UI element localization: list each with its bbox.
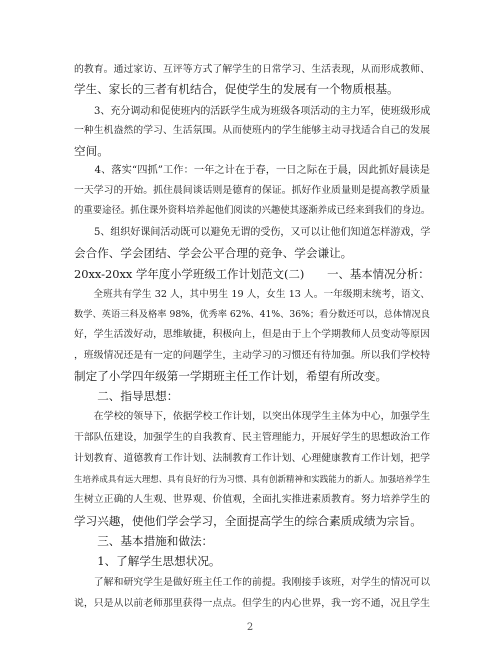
body-line: 3、充分调动和促使班内的活跃学生成为班级各项活动的主力军，使班级形成 (74, 106, 430, 117)
body-line: 数学、英语三科及格率 98%，优秀率 62%、41%、36%；看分数还可以，总体情况良 (74, 309, 430, 320)
body-line: 空间。 (74, 144, 109, 158)
body-line: 制定了小学四年级第一学期班主任工作计划，希望有所改变。 (74, 369, 388, 383)
body-line: 4、落实“四抓”工作：一年之计在于春，一日之际在于晨，因此抓好晨读是 (74, 165, 430, 176)
body-line: 全班共有学生 32 人，其中男生 19 人，女生 13 人。一年级期末统考，语文、 (74, 289, 430, 300)
section-heading: 二、指导思想： (74, 389, 179, 403)
body-line: 在学校的领导下，依据学校工作计划，以突出体现学生主体为中心，加强学生 (74, 411, 430, 422)
body-line: 生树立正确的人生观、世界观、价值观，全面扎实推进素质教育。努力培养学生的 (74, 494, 430, 505)
body-line: 5、组织好课间活动既可以避免无谓的受伤，又可以让他们知道怎样游戏，学 (74, 227, 430, 238)
body-line: 一天学习的开始。抓住晨间谈话则是德育的保证。抓好作业质量则是提高教学质量 (74, 185, 430, 196)
body-line: 的重要途径。抓住课外资料培养起他们阅读的兴趣使其逐渐养成已经来到我们的身边。 (74, 205, 430, 216)
body-line: 生培养成具有远大理想、具有良好的行为习惯、具有创新精神和实践能力的新人。加强培养学生 (74, 474, 430, 484)
body-line: 学生、家长的三者有机结合，促使学生的发展有一个物质根基。 (74, 82, 399, 96)
body-line: 计划教育、道德教育工作计划、法制教育工作计划、心理健康教育工作计划，把学 (74, 453, 430, 464)
body-line: 一种生机盎然的学习、生活氛围。从而使班内的学生能够主动寻找适合自己的发展 (74, 125, 430, 136)
body-line: 了解和研究学生是做好班主任工作的前提。我刚接手该班，对学生的情况可以 (74, 577, 430, 588)
body-line: ，班级情况还是有一定的问题学生，主动学习的习惯还有待加强。所以我们学校特 (74, 350, 430, 361)
body-line: 干部队伍建设，加强学生的自我教育、民主管理能力，开展好学生的思想政治工作 (74, 432, 430, 443)
body-line: 好，学生活泼好动，思维敏捷，积极向上，但是由于上个学期教师人员变动等原因 (74, 329, 430, 340)
body-line: 会合作、学会团结、学会公平合理的竞争、学会谦让。 (74, 246, 353, 260)
body-line: 的教育。通过家访、互评等方式了解学生的日常学习、生活表现，从而形成教师、 (74, 64, 430, 75)
body-line: 说，只是从以前老师那里获得一点点。但学生的内心世界，我一窍不通，况且学生 (74, 598, 430, 609)
page-number: 2 (246, 622, 254, 633)
subsection-heading: 1、了解学生思想状况。 (74, 554, 221, 568)
section-heading: 三、基本措施和做法： (74, 534, 214, 548)
body-line: 学习兴趣，使他们学会学习，全面提高学生的综合素质成绩为宗旨。 (74, 514, 422, 528)
section-title: 20xx-20xx 学年度小学班级工作计划范文(二) 一、基本情况分析： (74, 267, 430, 281)
